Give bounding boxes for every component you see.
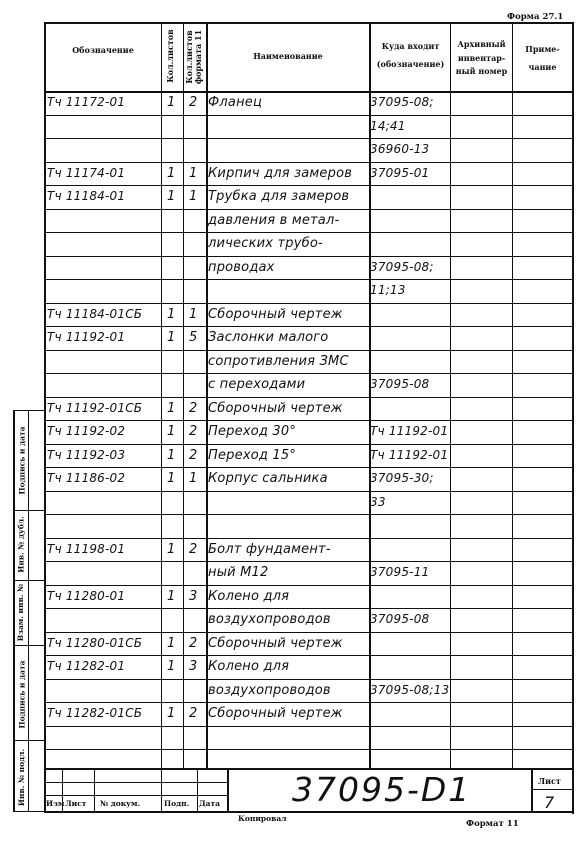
cell-where: 37095-08; — [370, 95, 434, 109]
tb-podp: Подп. — [164, 799, 190, 808]
cell-name: давления в метал- — [208, 212, 340, 228]
cell-fmt: 2 — [189, 400, 198, 416]
footer-format: Формат 11 — [466, 819, 519, 829]
cell-fmt: 2 — [189, 635, 198, 651]
cell-name: Колено для — [208, 588, 290, 604]
cell-fmt: 1 — [189, 165, 198, 181]
cell-fmt: 2 — [189, 447, 198, 463]
header-designation: Обозначение — [72, 45, 134, 55]
cell-name: проводах — [208, 259, 275, 275]
cell-sheets: 1 — [167, 95, 176, 110]
cell-name: Заслонки малого — [208, 330, 329, 345]
cell-sheets: 1 — [167, 165, 176, 181]
side-label-signature-date-1: Подпись и дата — [17, 426, 27, 495]
document-number: 37095-D1 — [292, 770, 472, 809]
cell-designation: Тч 11280-01 — [47, 588, 126, 603]
cell-fmt: 2 — [189, 95, 198, 110]
cell-where: 37095-30; — [370, 471, 434, 485]
cell-name: Фланец — [208, 95, 263, 110]
cell-fmt: 1 — [189, 306, 198, 322]
cell-designation: Тч 11192-02 — [47, 424, 126, 438]
cell-sheets: 1 — [167, 541, 176, 557]
cell-sheets: 1 — [167, 189, 176, 204]
cell-designation: Тч 11282-01СБ — [47, 706, 143, 720]
cell-fmt: 2 — [189, 424, 198, 439]
header-name: Наименование — [253, 51, 323, 61]
cell-where: Тч 11192-01 — [370, 424, 449, 438]
side-label-vzam-inv: Взам. инв. № — [16, 583, 26, 642]
cell-designation: Тч 11280-01СБ — [47, 635, 143, 650]
cell-designation: Тч 11174-01 — [47, 165, 126, 180]
cell-sheets: 1 — [167, 471, 176, 486]
tb-list: Лист — [65, 799, 87, 808]
sheet-label: Лист — [538, 776, 561, 786]
sheet-number: 7 — [544, 793, 555, 812]
cell-designation: Тч 11282-01 — [47, 659, 126, 673]
cell-name: Переход 15° — [208, 447, 297, 463]
side-label-inv-podl: Инв. № подл. — [17, 748, 27, 807]
cell-where: 37095-11 — [370, 565, 430, 579]
cell-sheets: 1 — [167, 424, 176, 439]
form-label: Форма 27.1 — [507, 12, 564, 22]
cell-where: 14;41 — [370, 118, 406, 133]
cell-sheets: 1 — [167, 330, 176, 345]
cell-name: ный М12 — [208, 565, 269, 580]
cell-fmt: 3 — [189, 588, 198, 604]
cell-name: Сборочный чертеж — [208, 706, 343, 721]
cell-sheets: 1 — [167, 635, 176, 651]
cell-name: с переходами — [208, 377, 306, 392]
cell-fmt: 2 — [189, 541, 198, 557]
header-archive: Архивный инвентар- ный номер — [455, 39, 508, 77]
cell-fmt: 1 — [189, 471, 198, 486]
header-sheets: Кол.листов — [165, 29, 175, 83]
cell-fmt: 2 — [189, 706, 198, 721]
cell-name: воздухопроводов — [208, 682, 331, 698]
cell-sheets: 1 — [167, 306, 176, 322]
cell-where: 36960-13 — [370, 142, 430, 156]
cell-name: Сборочный чертеж — [208, 306, 343, 322]
header-where-used: Куда входит (обозначение) — [376, 41, 445, 69]
cell-designation: Тч 11192-01 — [47, 330, 126, 344]
cell-sheets: 1 — [167, 400, 176, 416]
cell-sheets: 1 — [167, 706, 176, 721]
cell-where: 37095-08;13 — [370, 682, 450, 697]
cell-designation: Тч 11186-02 — [47, 471, 126, 485]
cell-designation: Тч 11184-01СБ — [47, 306, 143, 321]
cell-designation: Тч 11192-01СБ — [47, 400, 143, 415]
cell-where: Тч 11192-01 — [370, 447, 449, 462]
cell-fmt: 1 — [189, 189, 198, 204]
cell-sheets: 1 — [167, 447, 176, 463]
cell-where: 11;13 — [370, 283, 406, 297]
cell-name: Кирпич для замеров — [208, 165, 353, 181]
cell-designation: Тч 11198-01 — [47, 541, 126, 556]
cell-name: Сборочный чертеж — [208, 400, 343, 416]
cell-name: Колено для — [208, 659, 290, 674]
cell-designation: Тч 11172-01 — [47, 95, 126, 109]
cell-fmt: 5 — [189, 330, 198, 345]
cell-name: Корпус сальника — [208, 471, 328, 486]
cell-designation: Тч 11192-03 — [47, 447, 126, 462]
tb-dokum: № докум. — [100, 799, 141, 808]
cell-where: 37095-01 — [370, 165, 430, 180]
tb-izm: Изм — [46, 799, 65, 808]
cell-sheets: 1 — [167, 588, 176, 604]
cell-name: Болт фундамент- — [208, 541, 331, 557]
cell-name: Переход 30° — [208, 424, 297, 439]
footer-copied: Копировал — [238, 814, 287, 823]
cell-name: Трубка для замеров — [208, 189, 350, 204]
header-note: Приме- чание — [525, 44, 560, 73]
cell-where: 33 — [370, 494, 386, 509]
cell-where: 37095-08; — [370, 259, 434, 274]
side-label-inv-dubl: Инв. № дубл. — [16, 516, 26, 573]
header-sheets-format: Кол.листов формата 11 — [184, 29, 204, 85]
cell-name: сопротивления ЗМС — [208, 353, 349, 369]
tb-data: Дата — [199, 799, 221, 808]
side-label-signature-date-2: Подпись и дата — [17, 660, 27, 729]
cell-fmt: 3 — [189, 659, 198, 674]
cell-name: Сборочный чертеж — [208, 635, 343, 651]
cell-sheets: 1 — [167, 659, 176, 674]
cell-where: 37095-08 — [370, 377, 430, 391]
cell-name: воздухопроводов — [208, 612, 331, 627]
cell-designation: Тч 11184-01 — [47, 189, 126, 203]
cell-name: лических трубо- — [208, 236, 323, 251]
cell-where: 37095-08 — [370, 612, 430, 626]
